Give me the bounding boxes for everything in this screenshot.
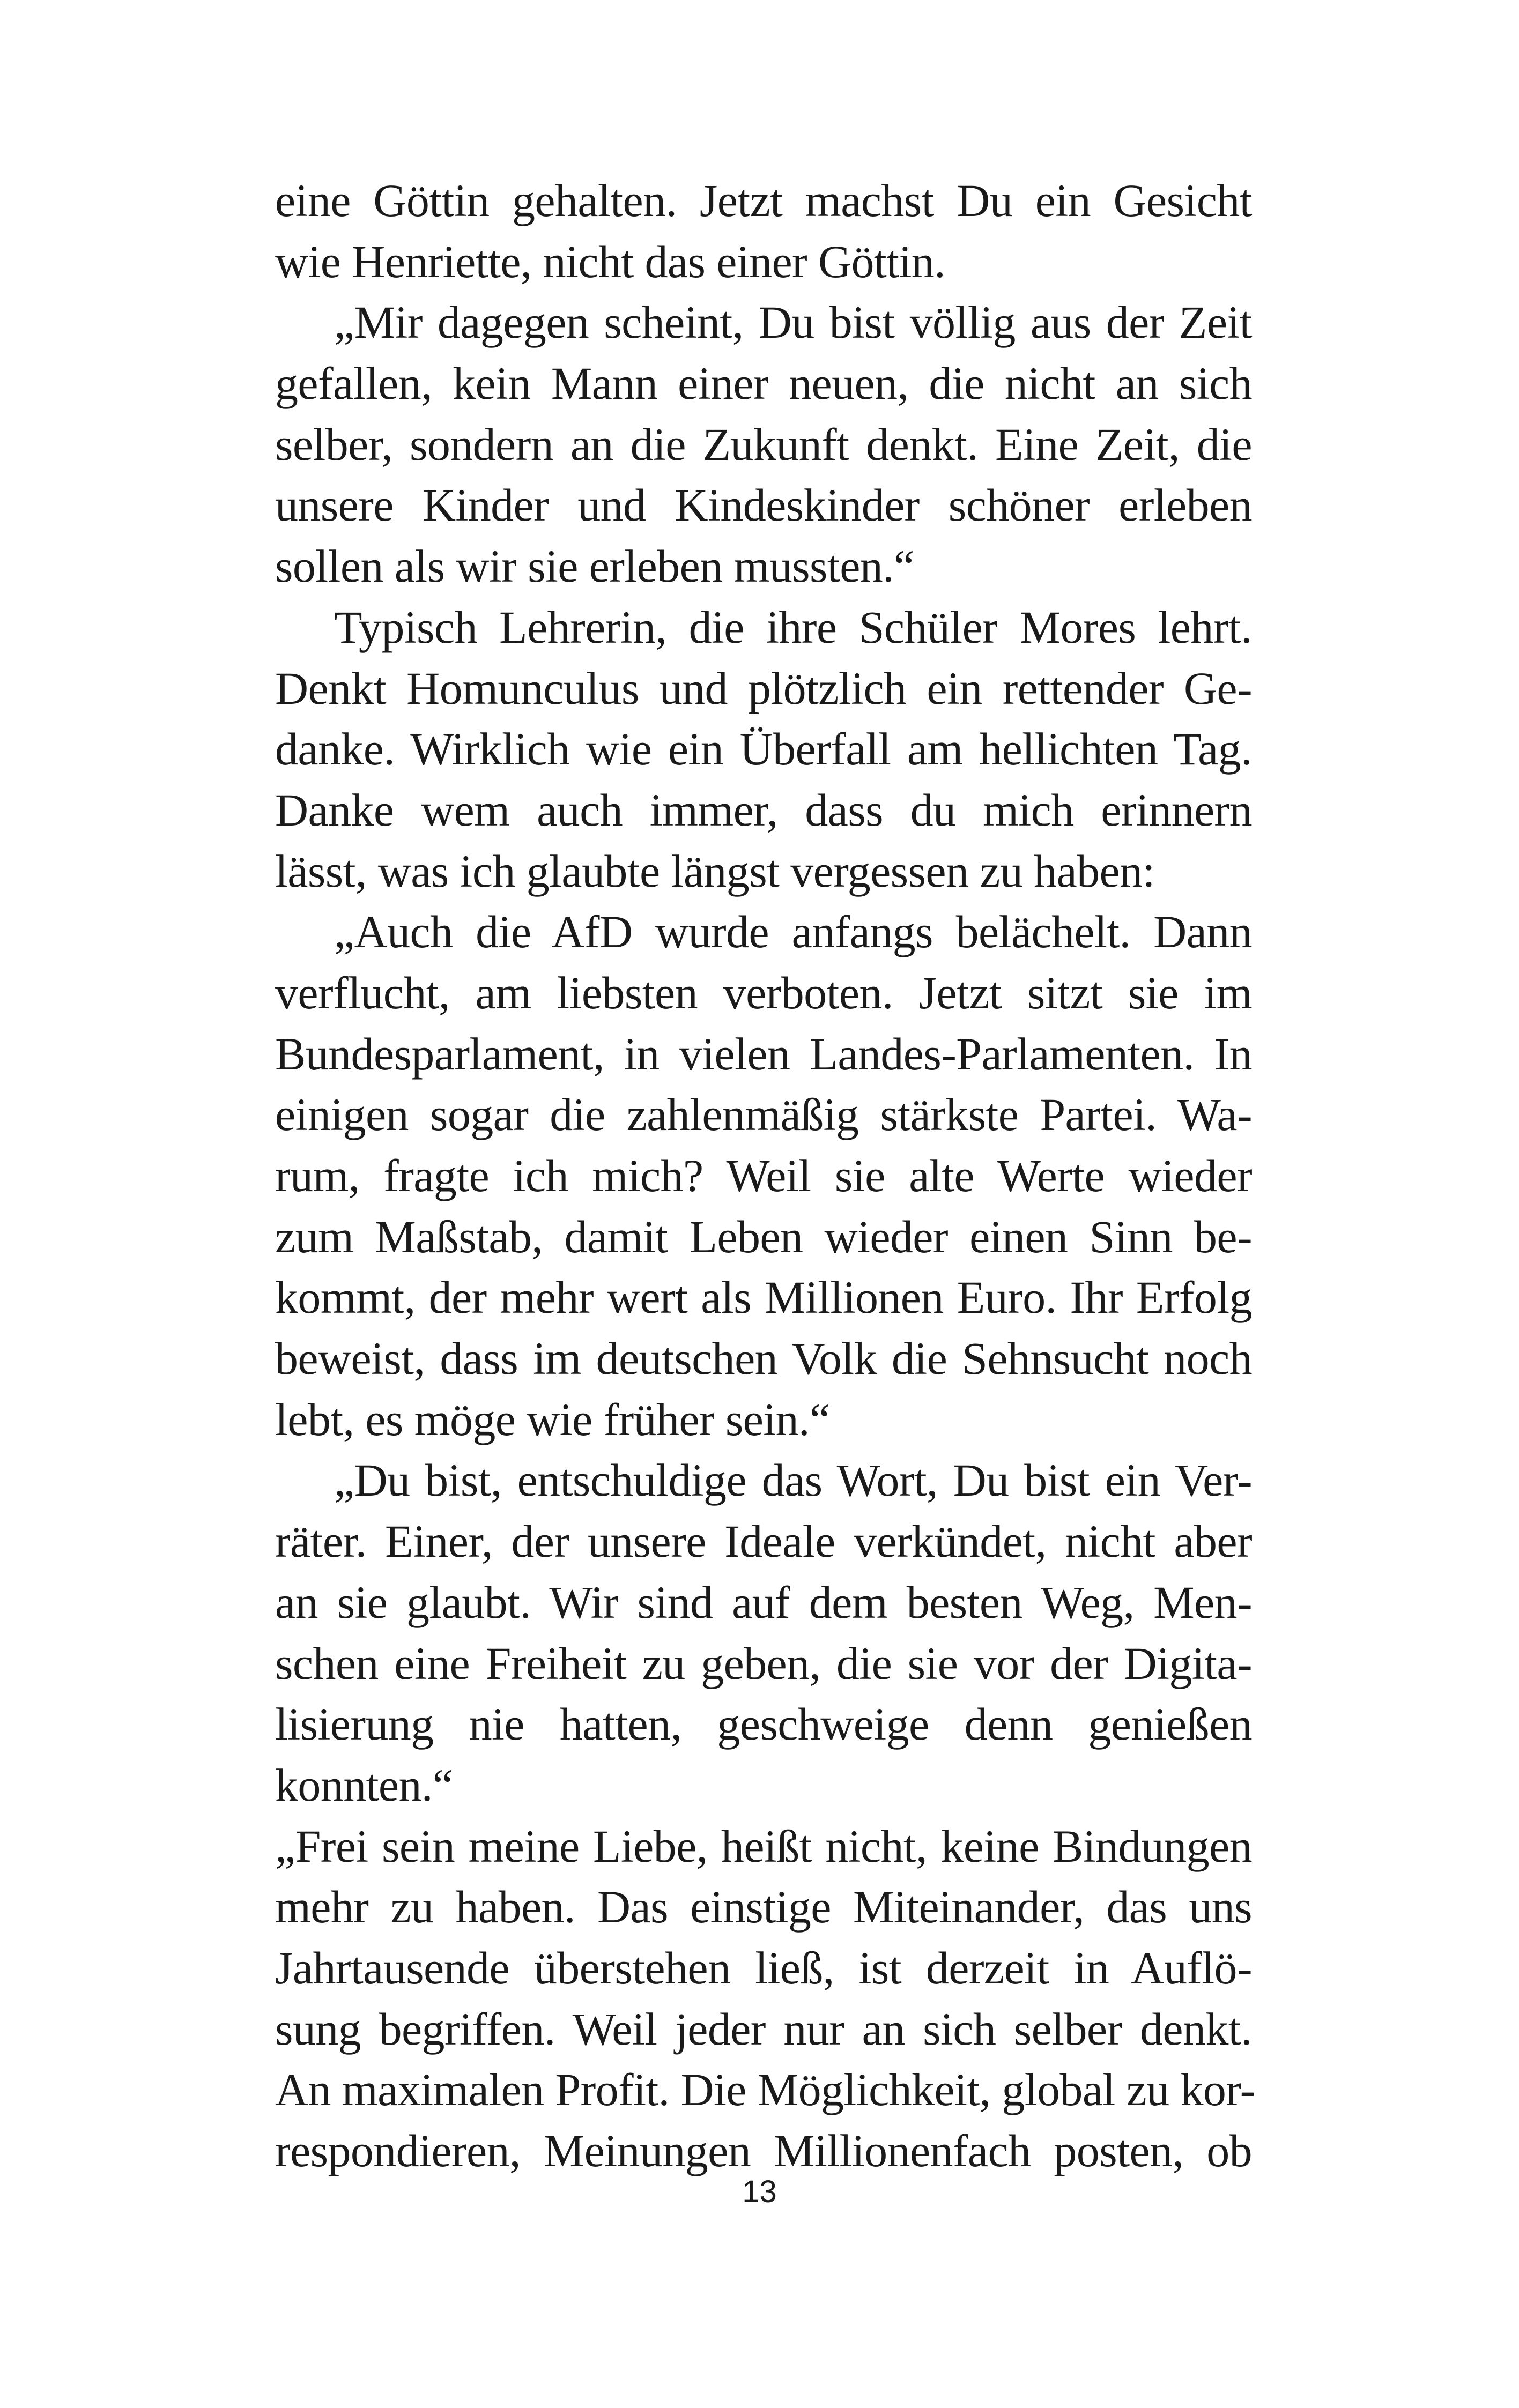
text-line: an sie glaubt. Wir sind auf dem besten Weg, Men- bbox=[275, 1576, 1252, 1628]
text-line: selber, sondern an die Zukunft denkt. Eine Zeit, die bbox=[275, 418, 1252, 470]
text-line: beweist, dass im deutschen Volk die Sehnsucht noch bbox=[275, 1333, 1252, 1385]
text-line: eine Göttin gehalten. Jetzt machst Du ein Gesicht bbox=[275, 175, 1252, 226]
text-line: Jahrtausende überstehen ließ, ist derzeit in Auflö- bbox=[275, 1942, 1252, 1994]
text-line: danke. Wirklich wie ein Überfall am hellichten Tag. bbox=[275, 723, 1252, 775]
text-line: An maximalen Profit. Die Möglichkeit, global zu kor- bbox=[275, 2064, 1255, 2116]
page-number: 13 bbox=[742, 2174, 777, 2209]
text-line: „Auch die AfD wurde anfangs belächelt. Dann bbox=[334, 906, 1252, 958]
text-line: sollen als wir sie erleben mussten.“ bbox=[275, 540, 914, 592]
text-line: Bundesparlament, in vielen Landes-Parlamenten. In bbox=[275, 1028, 1252, 1080]
text-line: mehr zu haben. Das einstige Miteinander, das uns bbox=[275, 1881, 1252, 1933]
text-line: sung begriffen. Weil jeder nur an sich selber denkt. bbox=[275, 2003, 1252, 2055]
text-line: Typisch Lehrerin, die ihre Schüler Mores lehrt. bbox=[334, 601, 1252, 653]
body-text bbox=[275, 170, 1255, 2182]
text-line: einigen sogar die zahlenmäßig stärkste Partei. Wa- bbox=[275, 1089, 1252, 1141]
text-line: lisierung nie hatten, geschweige denn genießen bbox=[275, 1698, 1252, 1750]
text-line: Danke wem auch immer, dass du mich erinnern bbox=[275, 784, 1252, 836]
text-line: konnten.“ bbox=[275, 1759, 453, 1811]
text-line: lebt, es möge wie früher sein.“ bbox=[275, 1393, 830, 1445]
text-line: „Du bist, entschuldige das Wort, Du bist ein Ver- bbox=[334, 1454, 1252, 1506]
text-line: lässt, was ich glaubte längst vergessen zu haben: bbox=[275, 845, 1155, 897]
text-line: verflucht, am liebsten verboten. Jetzt sitzt sie im bbox=[275, 967, 1252, 1019]
text-line: kommt, der mehr wert als Millionen Euro. Ihr Erfolg bbox=[275, 1272, 1252, 1324]
text-line: zum Maßstab, damit Leben wieder einen Sinn be- bbox=[275, 1210, 1252, 1262]
text-line: gefallen, kein Mann einer neuen, die nicht an sich bbox=[275, 358, 1252, 410]
text-line: „Frei sein meine Liebe, heißt nicht, keine Bindungen bbox=[275, 1820, 1252, 1872]
text-line: rum, fragte ich mich? Weil sie alte Werte wieder bbox=[275, 1150, 1252, 1201]
text-line: „Mir dagegen scheint, Du bist völlig aus der Zeit bbox=[334, 296, 1252, 348]
text-line: schen eine Freiheit zu geben, die sie vor der Digita- bbox=[275, 1637, 1252, 1689]
text-line: Denkt Homunculus und plötzlich ein rettender Ge- bbox=[275, 662, 1252, 714]
text-line: respondieren, Meinungen Millionenfach posten, ob bbox=[275, 2125, 1252, 2176]
text-line: räter. Einer, der unsere Ideale verkündet, nicht aber bbox=[275, 1515, 1252, 1567]
text-line: unsere Kinder und Kindeskinder schöner erleben bbox=[275, 479, 1252, 531]
text-line: wie Henriette, nicht das einer Göttin. bbox=[275, 235, 946, 287]
